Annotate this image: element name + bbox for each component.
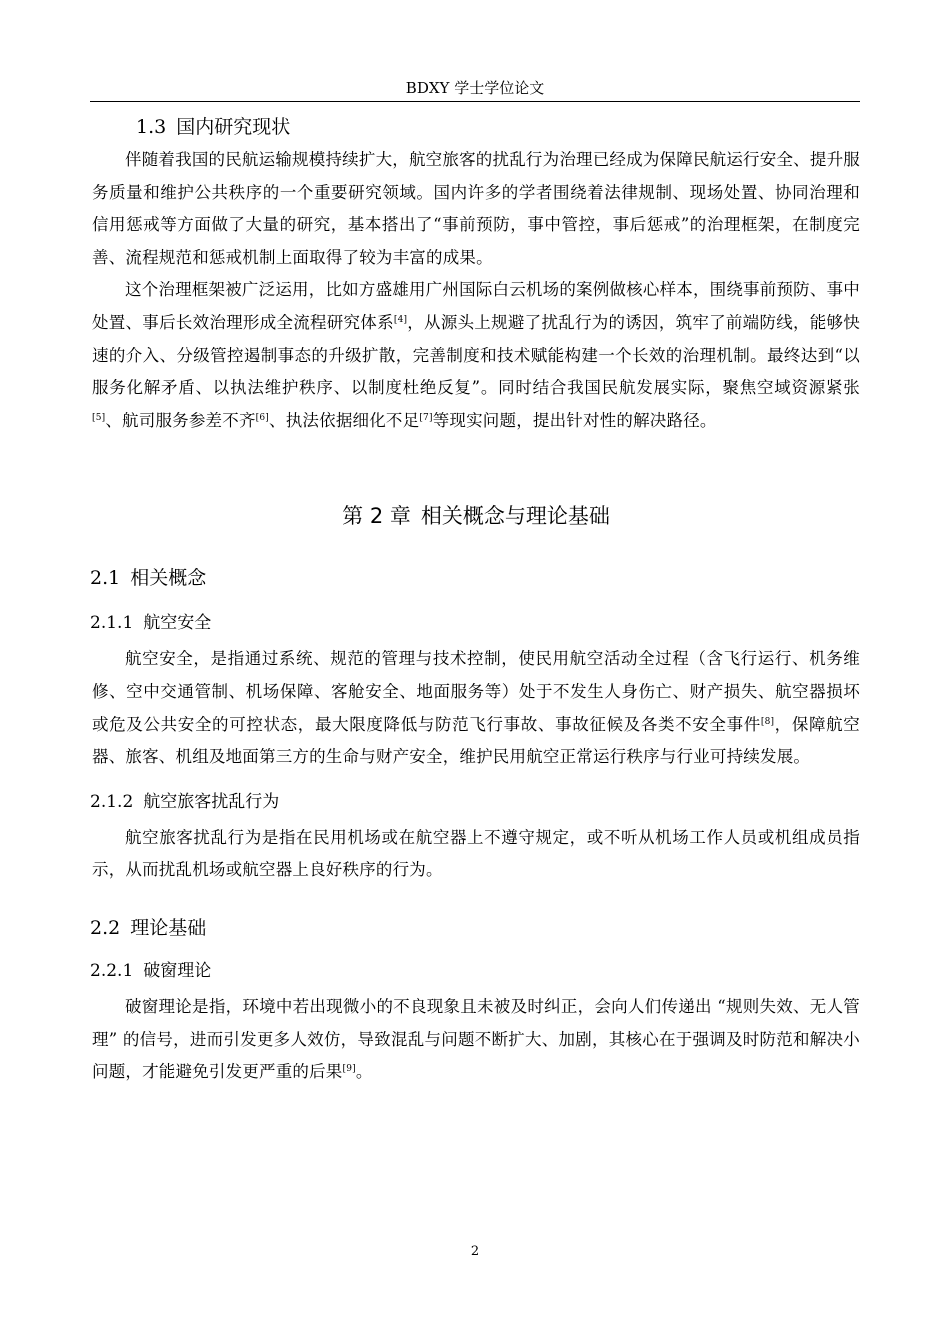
page-header: BDXY 学士学位论文 xyxy=(405,79,545,97)
citation-ref: [7] xyxy=(419,412,433,423)
header-rule xyxy=(90,101,860,102)
paragraph-2-text-b: ，从源头上规避了扰乱行为的诱因，筑牢了前端防线，能够快速的介入、分级管控遏制事态的升级扩散，完善制度和技术赋能构建一个长效的治理机制。最终达到“以服务化解矛盾、以执法维护秩序、以制度杜绝反复”。同时结合我国民航发展实际，聚焦空域资源紧张 xyxy=(92,312,860,398)
paragraph-2-text-e: 等现实问题，提出针对性的解决路径。 xyxy=(432,410,717,430)
chapter-title: 相关概念与理论基础 xyxy=(420,504,610,529)
chapter-heading xyxy=(92,499,860,533)
paragraph-2-text-d: 、执法依据细化不足 xyxy=(269,410,420,430)
section-number: 1.3 xyxy=(136,116,167,138)
subsection-title: 航空安全 xyxy=(143,613,212,634)
paragraph-5 xyxy=(92,991,860,1089)
paragraph-3 xyxy=(92,643,860,773)
subsection-number: 2.2.1 xyxy=(90,960,134,981)
citation-ref: [5] xyxy=(92,412,106,423)
paragraph-5-text-a: 破窗理论是指，环境中若出现微小的不良现象且未被及时纠正，会向人们传递出 “规则失效、无人管理” 的信号，进而引发更多人效仿，导致混乱与问题不断扩大、加剧，其核心在于强调及时防范和解决小问题，才能避免引发更严重的后果 xyxy=(92,996,860,1082)
paragraph-2 xyxy=(92,274,860,437)
subsection-heading-2-2-1 xyxy=(90,957,860,985)
paragraph-3-text-a: 航空安全，是指通过系统、规范的管理与技术控制，使民用航空活动全过程（含飞行运行、机务维修、空中交通管制、机场保障、客舱安全、地面服务等）处于不发生人身伤亡、财产损失、航空器损坏或危及公共安全的可控状态，最大限度降低与防范飞行事故、事故征候及各类不安全事件 xyxy=(92,649,860,734)
subsection-title: 破窗理论 xyxy=(143,960,212,981)
citation-ref: [9] xyxy=(342,1064,356,1075)
subsection-heading-2-1-1 xyxy=(90,609,860,637)
section-number: 2.1 xyxy=(90,567,121,590)
paragraph-3-text-b: ，保障航空器、旅客、机组及地面第三方的生命与财产安全，维护民用航空正常运行秩序与行业可持续发展。 xyxy=(92,714,860,767)
section-title: 国内研究现状 xyxy=(176,116,291,138)
citation-ref: [6] xyxy=(255,412,270,423)
subsection-number: 2.1.1 xyxy=(90,613,134,634)
paragraph-2-text-a: 这个治理框架被广泛运用，比如方盛雄用广州国际白云机场的案例做核心样本，围绕事前预防、事中处置、事后长效治理形成全流程研究体系 xyxy=(92,280,860,332)
page-content xyxy=(92,112,860,1089)
subsection-number: 2.1.2 xyxy=(90,791,134,812)
section-number: 2.2 xyxy=(90,916,121,939)
section-title: 理论基础 xyxy=(130,916,207,939)
paragraph-4: 航空旅客扰乱行为是指在民用机场或在航空器上不遵守规定，或不听从机场工作人员或机组成员指示，从而扰乱机场或航空器上良好秩序的行为。 xyxy=(92,827,860,880)
citation-ref: [4] xyxy=(393,314,408,325)
subsection-title: 航空旅客扰乱行为 xyxy=(143,791,280,812)
page-number: 2 xyxy=(470,1244,480,1259)
subsection-heading-2-1-2 xyxy=(90,788,860,816)
section-heading-2-1 xyxy=(90,563,860,593)
paragraph-2-text-c: 、航司服务参差不齐 xyxy=(105,410,256,430)
chapter-number: 第 2 章 xyxy=(342,504,411,529)
section-heading-2-2 xyxy=(90,913,860,943)
paragraph-5-text-b: 。 xyxy=(355,1062,373,1082)
paragraph-1: 伴随着我国的民航运输规模持续扩大，航空旅客的扰乱行为治理已经成为保障民航运行安全、提升服务质量和维护公共秩序的一个重要研究领域。国内许多的学者围绕着法律规制、现场处置、协同治理和信用惩戒等方面做了大量的研究，基本搭出了“事前预防，事中管控，事后惩戒”的治理框架，在制度完善、流程规范和惩戒机制上面取得了较为丰富的成果。 xyxy=(92,150,860,267)
section-heading-1-3 xyxy=(136,112,860,142)
citation-ref: [8] xyxy=(760,716,775,727)
section-title: 相关概念 xyxy=(130,567,207,590)
